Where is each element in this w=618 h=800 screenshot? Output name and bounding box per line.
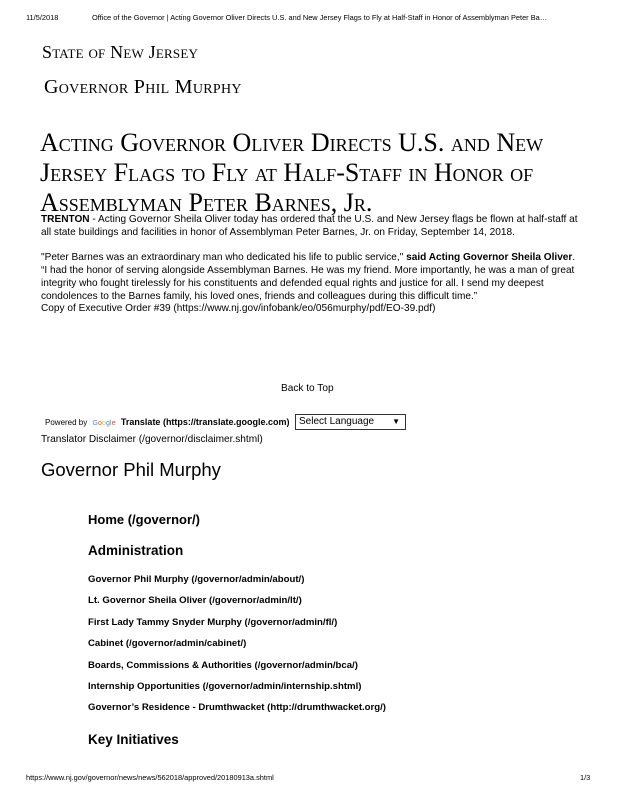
- google-translate-attribution: [45, 417, 289, 427]
- print-footer-url: https://www.nj.gov/governor/news/news/562018/approved/20180913a.shtml: [26, 773, 274, 782]
- dateline: TRENTON: [41, 214, 90, 225]
- print-page-title: Office of the Governor | Acting Governor Oliver Directs U.S. and New Jersey Flags to Fly at Half-Staff in Honor of Assemblyman Peter Ba…: [92, 13, 548, 22]
- nav-item-lt-governor[interactable]: Lt. Governor Sheila Oliver (/governor/admin/lt/): [88, 595, 302, 607]
- google-logo-letter: e: [111, 420, 116, 427]
- back-to-top-link[interactable]: Back to Top: [281, 383, 334, 394]
- paragraph-1-text: - Acting Governor Sheila Oliver today has ordered that the U.S. and New Jersey flags be flown at half-staff at all state buildings and facilities in honor of Assemblyman Peter Barnes, Jr. on Friday, September 14, 2018.: [41, 214, 578, 238]
- google-logo-letter: G: [92, 420, 99, 427]
- article-headline: Acting Governor Oliver Directs U.S. and New Jersey Flags to Fly at Half-Staff in Honor of Assemblyman Peter Barnes, Jr.: [40, 128, 544, 217]
- administration-heading: Administration: [88, 543, 184, 558]
- nav-item-residence[interactable]: Governor’s Residence - Drumthwacket (http://drumthwacket.org/): [88, 702, 386, 714]
- executive-order-link[interactable]: Copy of Executive Order #39 (https://www.nj.gov/infobank/eo/056murphy/pdf/EO-39.pdf): [41, 303, 436, 314]
- google-logo-letter: o: [102, 420, 107, 427]
- key-initiatives-heading: Key Initiatives: [88, 732, 179, 747]
- nav-item-first-lady[interactable]: First Lady Tammy Snyder Murphy (/governor/admin/fl/): [88, 616, 338, 628]
- quote-attribution: said Acting Governor Sheila Oliver: [406, 252, 573, 263]
- nav-item-boards[interactable]: Boards, Commissions & Authorities (/governor/admin/bca/): [88, 659, 358, 671]
- state-of-new-jersey-link[interactable]: State of New Jersey: [42, 42, 199, 62]
- language-select-value: Select Language: [299, 416, 375, 427]
- translator-disclaimer-link[interactable]: Translator Disclaimer (/governor/disclaimer.shtml): [41, 434, 263, 445]
- nav-item-governor[interactable]: Governor Phil Murphy (/governor/admin/about/): [88, 574, 305, 585]
- google-logo-letter: o: [98, 420, 103, 427]
- footer-nav-title: Governor Phil Murphy: [41, 459, 221, 480]
- google-logo-letter: l: [110, 420, 112, 427]
- google-translate-link[interactable]: Translate (https://translate.google.com): [120, 417, 290, 427]
- article-paragraph-1: [41, 213, 581, 239]
- powered-by-label: Powered by: [45, 418, 88, 427]
- nav-item-cabinet[interactable]: Cabinet (/governor/admin/cabinet/): [88, 638, 247, 650]
- print-page-number: 1/3: [580, 773, 591, 782]
- quote-part-a: "Peter Barnes was an extraordinary man who dedicated his life to public service,": [41, 252, 407, 263]
- article-paragraph-2: [41, 251, 581, 303]
- print-date: 11/5/2018: [26, 13, 59, 22]
- language-select[interactable]: [295, 414, 406, 430]
- nav-item-internship[interactable]: Internship Opportunities (/governor/admin/internship.shtml): [88, 680, 362, 692]
- nav-home-link[interactable]: Home (/governor/): [88, 512, 200, 527]
- quote-part-b: . “I had the honor of serving alongside Assemblyman Barnes. He was my friend. More importantly, he was a man of great integrity who fought tirelessly for his constituents and defended equal rights and justice for all. I send my deepest condolences to the Barnes family, his loved ones, friends and colleagues during this difficult time.”: [41, 252, 576, 302]
- governor-site-title-link[interactable]: Governor Phil Murphy: [44, 76, 242, 98]
- administration-nav-list: [88, 573, 386, 723]
- dropdown-arrow-icon: ▼: [392, 417, 400, 426]
- google-logo-icon: [92, 420, 115, 427]
- google-logo-letter: g: [106, 420, 111, 427]
